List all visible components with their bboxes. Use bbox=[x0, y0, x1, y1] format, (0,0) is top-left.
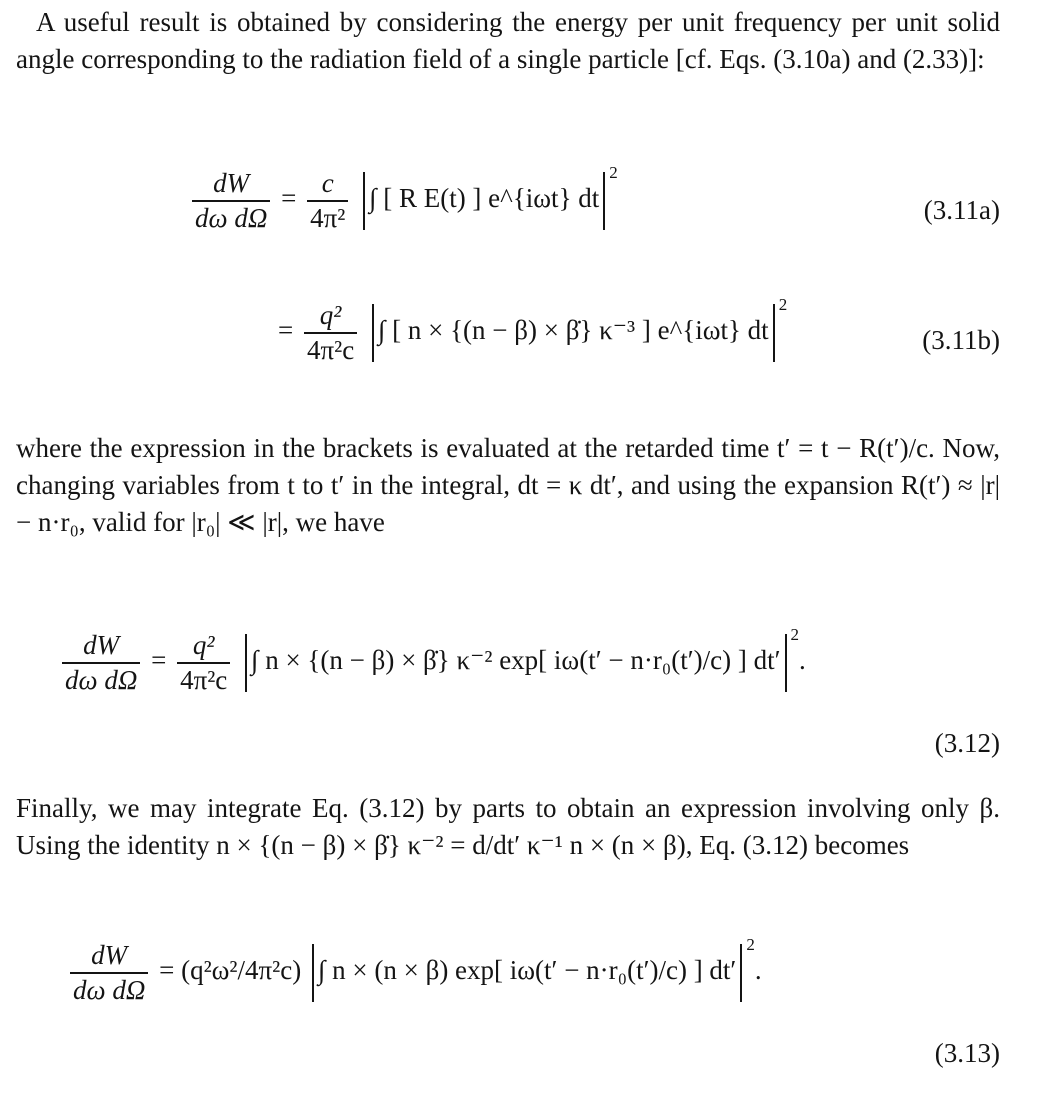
equals-sign: = bbox=[278, 315, 294, 346]
abs-bar-left bbox=[363, 172, 365, 230]
equation-period: . bbox=[799, 645, 806, 676]
exponent: 2 bbox=[609, 163, 618, 182]
integral-body: ∫ n × {(n − β) × β̇} κ⁻² exp[ iω(t′ − n·r₀(t′)/c) ] dt′ bbox=[251, 645, 781, 676]
abs-bar-right bbox=[773, 304, 775, 362]
exponent: 2 bbox=[778, 295, 788, 314]
equation-3-11b bbox=[278, 295, 788, 365]
equation-3-11a bbox=[188, 163, 618, 233]
lhs-numerator: dW bbox=[192, 170, 270, 202]
paragraph-integration-by-parts bbox=[16, 790, 1000, 864]
coefficient-denominator: 4π²c bbox=[180, 665, 228, 695]
abs-bar-left bbox=[372, 304, 374, 362]
equation-3-12 bbox=[58, 625, 806, 695]
paragraph-retarded-time-text: where the expression in the brackets is evaluated at the retarded time t′ = t − R(t′)/c. Now, changing variables from t to t′ in the integral, dt = κ dt′, and using the expansion R(t′) ≈ |r| − n·r₀, valid for |r₀| ≪ |r|, we have bbox=[16, 433, 1000, 537]
coefficient-numerator: q² bbox=[304, 302, 357, 334]
equation-label-3-13: (3.13) bbox=[934, 1038, 1000, 1068]
lhs-numerator: dW bbox=[70, 942, 148, 974]
integral-body: ∫ [ n × {(n − β) × β̇} κ⁻³ ] e^{iωt} dt bbox=[377, 315, 769, 346]
coefficient-denominator: 4π²c bbox=[306, 335, 355, 365]
equation-3-13 bbox=[66, 935, 762, 1005]
paragraph-intro bbox=[16, 4, 1000, 78]
equals-sign: = bbox=[151, 645, 167, 676]
paragraph-retarded-time bbox=[16, 430, 1000, 541]
exponent: 2 bbox=[746, 935, 755, 954]
paragraph-intro-text: A useful result is obtained by considering the energy per unit frequency per unit solid angle corresponding to the radiation field of a single particle [cf. Eqs. (3.10a) and (2.33)]: bbox=[16, 7, 1000, 74]
abs-bar-right bbox=[603, 172, 605, 230]
abs-bar-left bbox=[312, 944, 314, 1002]
equation-label-3-11a: (3.11a) bbox=[923, 195, 1000, 225]
coefficient-numerator: q² bbox=[177, 632, 230, 664]
equals-sign: = bbox=[159, 955, 175, 986]
equals-sign: = bbox=[281, 183, 297, 214]
paragraph-integration-by-parts-text: Finally, we may integrate Eq. (3.12) by parts to obtain an expression involving only β. Using the identity n × {(n − β) × β̇} κ⁻² = d/dt′ κ⁻¹ n × (n × β), Eq. (3.12) becomes bbox=[16, 793, 1000, 860]
coefficient-denominator: 4π² bbox=[310, 203, 346, 233]
integral-body: ∫ [ R E(t) ] e^{iωt} dt bbox=[369, 183, 600, 214]
equation-label-3-12: (3.12) bbox=[934, 728, 1000, 758]
abs-bar-left bbox=[245, 634, 247, 692]
abs-bar-right bbox=[740, 944, 742, 1002]
exponent: 2 bbox=[790, 625, 799, 644]
integral-body: ∫ n × (n × β) exp[ iω(t′ − n·r₀(t′)/c) ] dt′ bbox=[317, 955, 737, 986]
lhs-denominator: dω dΩ bbox=[65, 665, 138, 695]
abs-bar-right bbox=[785, 634, 787, 692]
coefficient-numerator: c bbox=[307, 170, 348, 202]
equation-period: . bbox=[754, 955, 762, 986]
equation-label-3-11b: (3.11b) bbox=[922, 325, 1000, 355]
lhs-numerator: dW bbox=[62, 632, 140, 664]
coefficient: (q²ω²/4π²c) bbox=[181, 955, 302, 986]
lhs-denominator: dω dΩ bbox=[73, 975, 146, 1005]
lhs-denominator: dω dΩ bbox=[195, 203, 268, 233]
